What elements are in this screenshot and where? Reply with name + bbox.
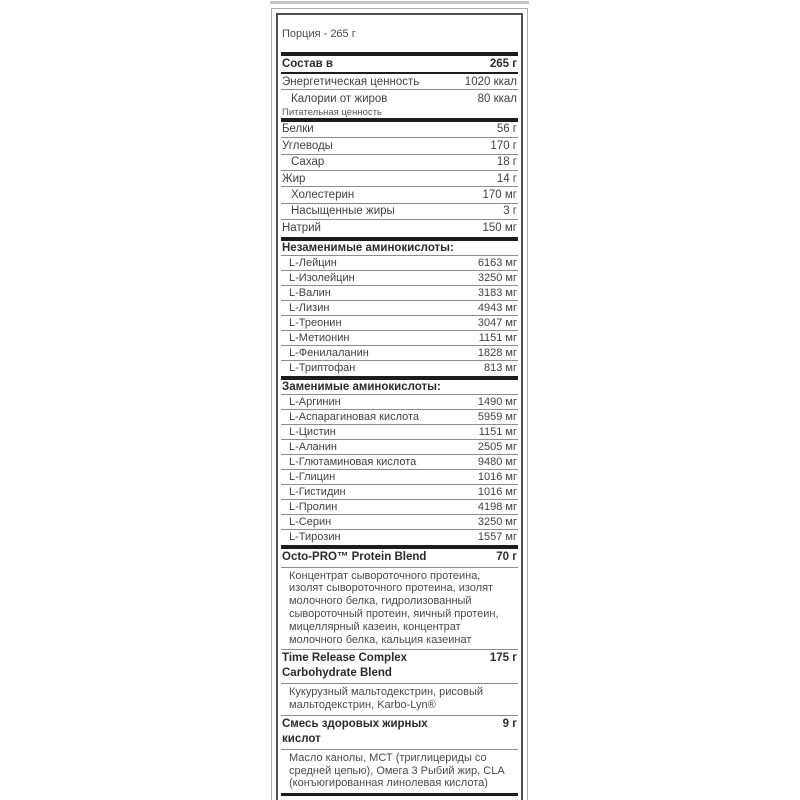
row-value: 1020 ккал <box>464 75 517 88</box>
blend-title: Octo-PRO™ Protein Blend <box>282 550 427 563</box>
row-label: Углеводы <box>282 139 333 152</box>
row-value: 265 г <box>489 58 517 70</box>
blend-value: 9 г <box>502 717 517 730</box>
row-label: L-Тирозин <box>289 531 341 544</box>
row-value: 1828 мг <box>477 346 517 359</box>
nutrition-row <box>281 204 518 220</box>
row-label: Насыщенные жиры <box>291 205 395 218</box>
row-label: Холестерин <box>291 189 355 202</box>
row-value: 150 мг <box>482 222 517 235</box>
row-value: 1016 мг <box>477 470 517 483</box>
row-value: 9480 мг <box>477 455 517 468</box>
row-value: 3250 мг <box>477 515 517 528</box>
row-value: 3183 мг <box>477 286 517 299</box>
protein-blend-ingredients: Концентрат сывороточного протеина, изолят сывороточного протеина, изолят молочного белка, гидролизованный сывороточный протеин, яичный протеин, мицеллярный казеин, концентрат молочного белка, кальция казеинат <box>281 568 518 651</box>
row-value: 5959 мг <box>477 410 517 423</box>
blend-title-line2: кислот <box>282 732 321 745</box>
row-value: 1151 мг <box>478 331 517 344</box>
amino-row <box>281 425 518 440</box>
amino-row <box>281 500 518 515</box>
blend-title-line2: Carbohydrate Blend <box>282 667 392 680</box>
nutrition-row <box>281 155 518 171</box>
row-label: L-Треонин <box>289 316 342 329</box>
carb-blend-header <box>281 650 518 684</box>
essential-amino-header: Незаменимые аминокислоты: <box>281 241 518 256</box>
fat-blend-ingredients: Масло канолы, МСТ (триглицериды со средней цепью), Омега 3 Рыбий жир, CLA (конъюгированная линолевая кислота) <box>289 751 505 790</box>
fat-blend-header <box>281 716 518 750</box>
row-label: L-Пролин <box>289 500 338 513</box>
amino-row <box>281 410 518 425</box>
row-value: 3250 мг <box>477 271 517 284</box>
protein-blend-header <box>281 549 518 568</box>
amino-row <box>281 271 518 286</box>
row-label: L-Глицин <box>289 470 336 483</box>
row-label: L-Серин <box>289 515 332 528</box>
row-value: 1490 мг <box>477 395 517 408</box>
row-label: L-Аланин <box>289 440 337 453</box>
row-label: L-Изолейцин <box>289 271 355 284</box>
amino-row <box>281 455 518 470</box>
nutrition-row <box>281 74 518 90</box>
row-label: L-Гистидин <box>289 485 346 498</box>
row-value: 14 г <box>496 172 517 185</box>
amino-row <box>281 301 518 316</box>
row-value: 6163 мг <box>477 256 517 269</box>
row-label: L-Валин <box>289 286 331 299</box>
nutrition-row <box>281 138 518 154</box>
row-label: L-Аспарагиновая кислота <box>289 410 420 423</box>
blend-title: Time Release Complex <box>282 652 408 665</box>
amino-row <box>281 440 518 455</box>
row-label: Состав в <box>282 58 333 70</box>
row-value: 1557 мг <box>477 531 517 544</box>
nutrition-label <box>271 8 528 800</box>
row-label: L-Лизин <box>289 301 330 314</box>
row-value: 80 ккал <box>477 92 517 105</box>
row-value: 4943 мг <box>477 301 517 314</box>
amino-row <box>281 515 518 530</box>
amino-row <box>281 316 518 331</box>
row-value: 4198 мг <box>477 500 517 513</box>
row-label: L-Триптофан <box>289 362 356 375</box>
row-label: L-Цистин <box>289 425 336 438</box>
row-label: Белки <box>282 123 314 136</box>
row-label: Калории от жиров <box>291 92 388 105</box>
row-value: 1016 мг <box>477 485 517 498</box>
amino-row <box>281 346 518 361</box>
row-value: 813 мг <box>484 362 517 375</box>
row-label: L-Аргинин <box>289 395 341 408</box>
row-label: L-Метионин <box>289 331 350 344</box>
nutrition-note: Питательная ценность <box>282 106 382 118</box>
amino-row <box>281 470 518 485</box>
row-label: L-Фенилаланин <box>289 346 369 359</box>
row-label: L-Лейцин <box>289 256 337 269</box>
amino-row <box>281 530 518 545</box>
amino-row <box>281 485 518 500</box>
nonessential-amino-header: Заменимые аминокислоты: <box>281 380 518 395</box>
amino-row <box>281 361 518 376</box>
row-value: 3 г <box>503 205 517 218</box>
nutrition-row <box>281 122 518 138</box>
divider-bar <box>281 793 518 796</box>
row-label: L-Глютаминовая кислота <box>289 455 417 468</box>
row-value: 2505 мг <box>477 440 517 453</box>
nutrition-label-inner <box>276 13 523 800</box>
row-label: Сахар <box>291 156 325 169</box>
row-value: 170 мг <box>482 189 517 202</box>
amino-row <box>281 395 518 410</box>
nutrition-row <box>281 220 518 236</box>
row-label: Натрий <box>282 222 321 235</box>
row-label: Жир <box>282 172 306 185</box>
row-value: 3047 мг <box>477 316 517 329</box>
blend-value: 175 г <box>489 652 517 665</box>
cropped-edge <box>270 1 529 4</box>
blend-title: Смесь здоровых жирных <box>282 717 428 730</box>
serving-size: Порция - 265 г <box>282 27 356 40</box>
row-value: 18 г <box>496 156 517 169</box>
nutrition-row <box>281 90 518 106</box>
row-value: 170 г <box>490 139 517 152</box>
row-label: Энергетическая ценность <box>282 75 420 88</box>
amino-row <box>281 256 518 271</box>
row-value: 1151 мг <box>478 425 517 438</box>
row-value: 56 г <box>496 123 517 136</box>
amino-row <box>281 286 518 301</box>
composition-row <box>281 56 518 72</box>
blend-value: 70 г <box>496 550 517 563</box>
amino-row <box>281 331 518 346</box>
carb-blend-ingredients: Кукурузный мальтодекстрин, рисовый мальтодекстрин, Karbo-Lyn® <box>281 684 518 716</box>
nutrition-row <box>281 171 518 187</box>
nutrition-row <box>281 187 518 203</box>
